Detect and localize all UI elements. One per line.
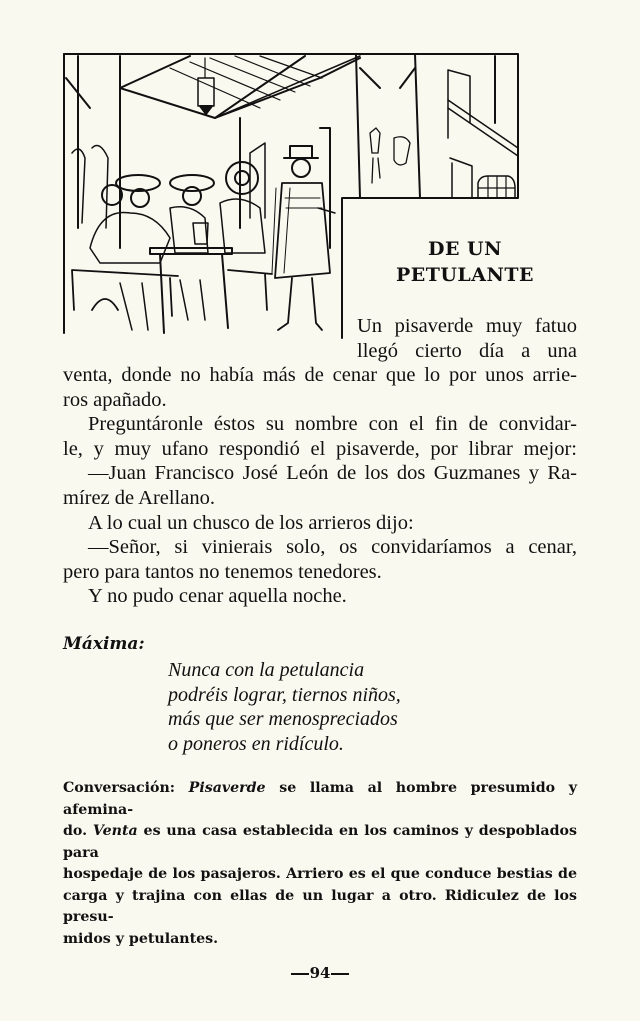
paragraph-line: Un pisaverde muy fatuo — [357, 315, 577, 337]
title-line: PETULANTE — [395, 264, 535, 286]
paragraph-line: mírez de Arellano. — [63, 486, 215, 509]
note-line: hospedaje de los pasajeros. Arriero es el que conduce bestias de — [63, 866, 577, 882]
term-venta: Venta — [92, 823, 138, 839]
note-line — [63, 821, 577, 864]
term-pisaverde: Pisaverde — [188, 780, 266, 796]
dash-decoration — [331, 973, 349, 975]
note-line: midos y petulantes. — [63, 930, 219, 947]
verse-line: Nunca con la petulancia — [168, 659, 365, 681]
verse-line: podréis lograr, tiernos niños, — [168, 683, 401, 706]
paragraph-line: —Juan Francisco José León de los dos Guzmanes y Ra- — [88, 462, 577, 485]
note-line — [63, 778, 577, 821]
note-line: carga y trajina con ellas de un lugar a otro. Ridiculez de los presu- — [63, 887, 577, 925]
story-body — [63, 363, 577, 609]
maxima-label: Máxima: — [63, 634, 145, 654]
paragraph-line: ros apañado. — [63, 388, 167, 411]
paragraph-line: Preguntáronle éstos su nombre con el fin de convidar- — [88, 413, 577, 436]
conversation-note — [63, 778, 577, 950]
maxima-verse — [168, 658, 401, 756]
verse-line: o poneros en ridículo. — [168, 732, 344, 755]
paragraph-line: le, y muy ufano respondió el pisaverde, por librar mejor: — [63, 437, 577, 460]
page-number-value: 94 — [309, 964, 331, 982]
story-title — [360, 236, 570, 288]
dash-decoration — [291, 973, 309, 975]
conversation-label: Conversación: — [63, 780, 176, 796]
page-number — [0, 964, 640, 982]
note-text: do. — [63, 823, 93, 839]
paragraph-line: —Señor, si vinierais solo, os convidaríamos a cenar, — [88, 536, 577, 559]
paragraph-line: A lo cual un chusco de los arrieros dijo: — [88, 511, 414, 534]
note-text: se llama al hombre presumido y afemina- — [63, 780, 577, 818]
note-text: es una casa establecida en los caminos y despoblados para — [63, 823, 577, 861]
verse-line: más que ser menospreciados — [168, 708, 398, 730]
story-opening — [357, 314, 577, 363]
paragraph-line: llegó cierto día a una — [357, 339, 577, 362]
inn-illustration — [60, 48, 522, 348]
paragraph-line: pero para tantos no tenemos tenedores. — [63, 560, 382, 583]
title-line: DE UN — [427, 238, 502, 260]
paragraph-line: venta, donde no había más de cenar que lo por unos arrie- — [63, 364, 577, 386]
paragraph-line: Y no pudo cenar aquella noche. — [88, 585, 347, 608]
